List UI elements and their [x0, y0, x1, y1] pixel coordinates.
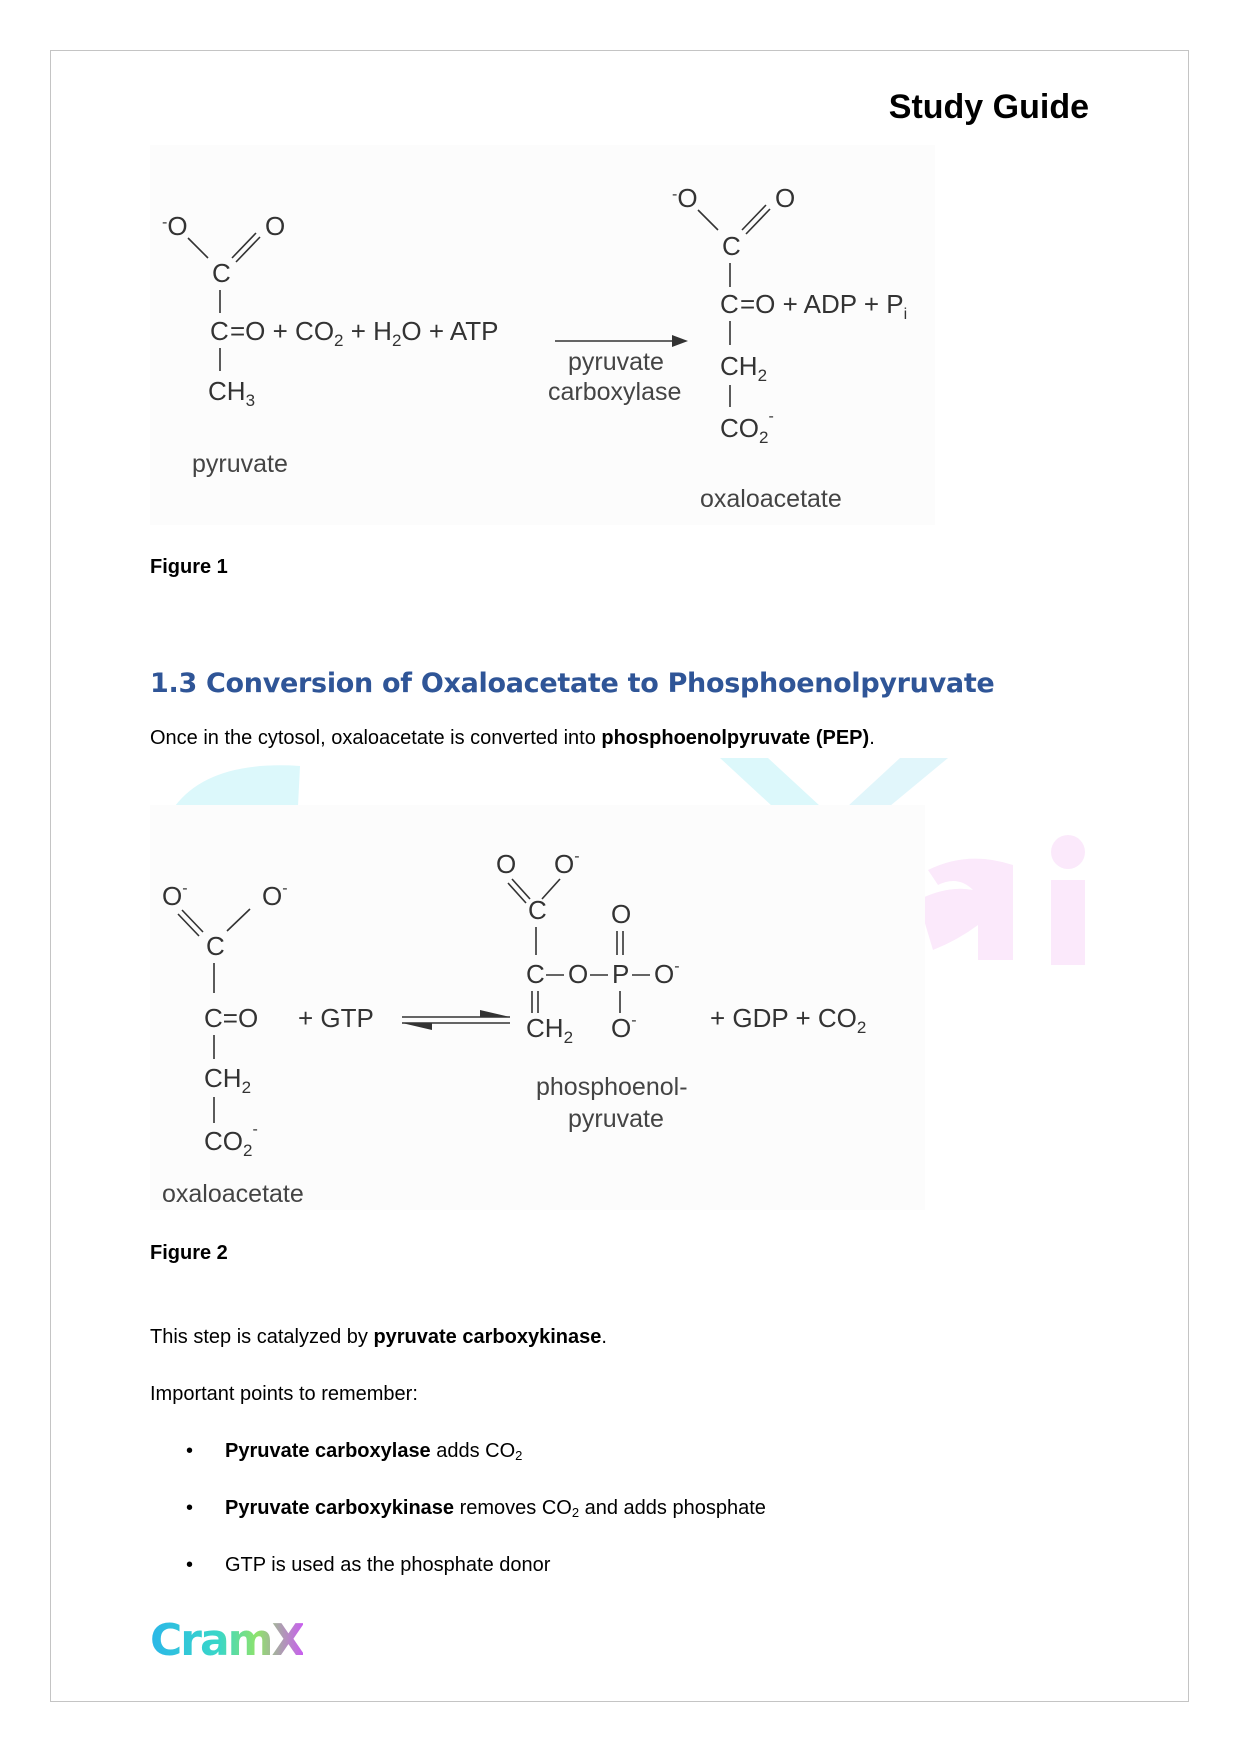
svg-text:C: C — [206, 931, 225, 961]
figure-2-image — [150, 805, 925, 1210]
catalyzed-paragraph: This step is catalyzed by pyruvate carboxykinase. — [150, 1326, 607, 1348]
svg-text:C: C — [526, 959, 545, 989]
bullet-item: • Pyruvate carboxykinase removes $CO_2$ and adds phosphate — [186, 1497, 766, 1520]
svg-text:CH2: $CH_2$ — [204, 1063, 252, 1097]
svg-text:=O + CO2 + H2O + ATP: $=O + CO_2 + H_2O$ + ATP — [230, 316, 499, 350]
section-heading: 1.3 Conversion of Oxaloacetate to Phosphoenolpyruvate — [150, 668, 995, 699]
svg-text:O-: O- — [262, 880, 288, 911]
svg-text:O: O — [775, 183, 796, 213]
svg-text:O-: O- — [654, 958, 680, 989]
svg-text:C=O: C=O — [204, 1003, 259, 1033]
figure-2-caption: Figure 2 — [150, 1242, 228, 1264]
intro-paragraph: Once in the cytosol, oxaloacetate is converted into phosphoenolpyruvate (PEP). — [150, 727, 875, 749]
svg-text:CH2: $CH_2$ — [720, 351, 768, 385]
svg-text:C: C — [210, 316, 229, 346]
svg-text:pyruvate: pyruvate — [568, 348, 664, 376]
svg-text:pyruvate: pyruvate — [192, 450, 288, 478]
points-intro: Important points to remember: — [150, 1383, 418, 1405]
pep-carboxykinase-reaction-diagram — [150, 805, 925, 1210]
figure-1-caption: Figure 1 — [150, 556, 228, 578]
svg-text:C: C — [722, 231, 741, 261]
svg-text:O: O — [496, 849, 517, 879]
pyruvate-carboxylase-reaction-diagram — [150, 145, 935, 525]
svg-text:oxaloacetate: oxaloacetate — [162, 1180, 304, 1208]
bullet-dot: • — [186, 1554, 194, 1576]
document-header-title: Study Guide — [888, 88, 1089, 126]
svg-text:-O: -O — [672, 183, 698, 213]
svg-text:O-: O- — [554, 848, 580, 879]
svg-text:P: P — [612, 959, 630, 989]
svg-text:pyruvate: pyruvate — [568, 1105, 664, 1133]
svg-text:O-: O- — [611, 1012, 637, 1043]
bullet-item: • GTP is used as the phosphate donor — [186, 1554, 551, 1576]
svg-text:C: C — [212, 258, 231, 288]
svg-text:carboxylase: carboxylase — [548, 378, 682, 406]
svg-text:phosphoenol-: phosphoenol- — [536, 1073, 688, 1101]
bullet-item: • Pyruvate carboxylase adds $CO_2$ — [186, 1440, 523, 1463]
bullet-dot: • — [186, 1440, 194, 1462]
svg-text:O-: O- — [162, 880, 188, 911]
svg-text:CO2-: $CO_2^-$ — [204, 1121, 258, 1160]
svg-text:+ GDP + CO2: + GDP + $CO_2$ — [710, 1003, 867, 1037]
svg-text:oxaloacetate: oxaloacetate — [700, 485, 842, 513]
cramx-logo: CramX — [150, 1615, 304, 1666]
svg-text:CO2-: $CO_2^-$ — [720, 408, 774, 447]
svg-text:C: C — [528, 895, 547, 925]
svg-text:=O + ADP + Pi: =O + ADP + $P_i$ — [740, 289, 908, 323]
svg-text:C: C — [720, 289, 739, 319]
svg-text:O: O — [568, 959, 589, 989]
svg-text:O: O — [611, 899, 632, 929]
svg-text:CH2: $CH_2$ — [526, 1013, 574, 1047]
figure-1-image — [150, 145, 935, 525]
svg-text:O: O — [265, 211, 286, 241]
svg-text:CH3: $CH_3$ — [208, 376, 256, 410]
pyruvate-o-minus: -O — [162, 211, 188, 241]
svg-text:+ GTP: + GTP — [298, 1003, 374, 1033]
bullet-dot: • — [186, 1497, 194, 1519]
